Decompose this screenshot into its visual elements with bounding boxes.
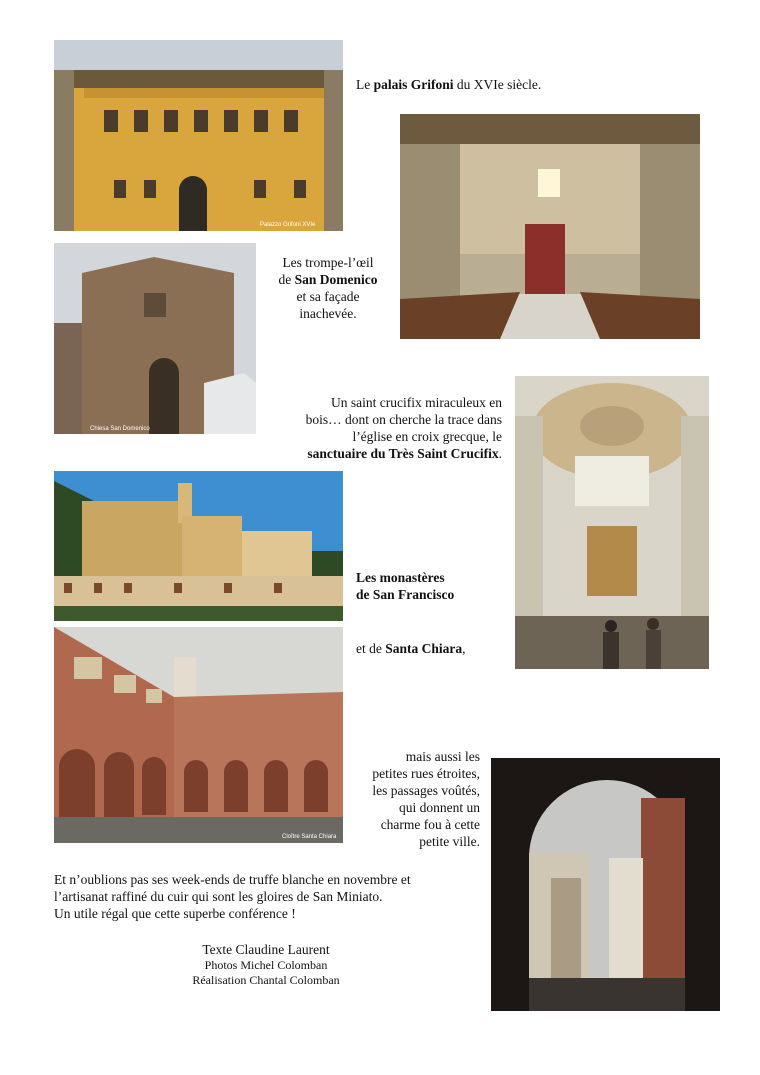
credits-block (160, 941, 372, 988)
photo-label-chiara: Cloître Santa Chiara (282, 834, 337, 840)
caption-santa-chiara: et de Santa Chiara, (356, 641, 466, 656)
photo-san-domenico-interior (400, 114, 700, 339)
caption-monasteres: Les monastères de San Francisco (356, 570, 455, 602)
caption-grifoni: Le palais Grifoni du XVIe siècle. (356, 77, 542, 92)
photo-passage-voute (491, 758, 720, 1011)
photo-san-domenico-facade (54, 243, 256, 434)
photo-sanctuaire-crucifix (515, 376, 709, 669)
caption-petites-rues: mais aussi les petites rues étroites, les passages voûtés, qui donnent un charme fou à cette petite ville. (372, 749, 480, 849)
credit-texte: Texte Claudine Laurent (202, 942, 330, 957)
photo-label-domenico: Chiesa San Domenico (90, 426, 150, 432)
caption-crucifix: Un saint crucifix miraculeux en bois… dont on cherche la trace dans l’église en croix grecque, le sanctuaire du Très Saint Crucifix. (305, 395, 502, 461)
photo-label-grifoni: Palazzo Grifoni XVIe (260, 222, 316, 228)
photo-santa-chiara (54, 627, 343, 843)
photo-palazzo-grifoni (54, 40, 343, 231)
caption-truffe: Et n’oublions pas ses week-ends de truffe blanche en novembre et l’artisanat raffiné du cuir qui sont les gloires de San Miniato. Un utile régal que cette superbe conférence ! (54, 872, 411, 921)
photo-san-francisco (54, 471, 343, 621)
caption-domenico: Les trompe-l’œil de San Domenico et sa façade inachevée. (278, 255, 378, 321)
credit-realisation: Réalisation Chantal Colomban (192, 973, 340, 987)
credit-photos: Photos Michel Colomban (204, 958, 328, 972)
